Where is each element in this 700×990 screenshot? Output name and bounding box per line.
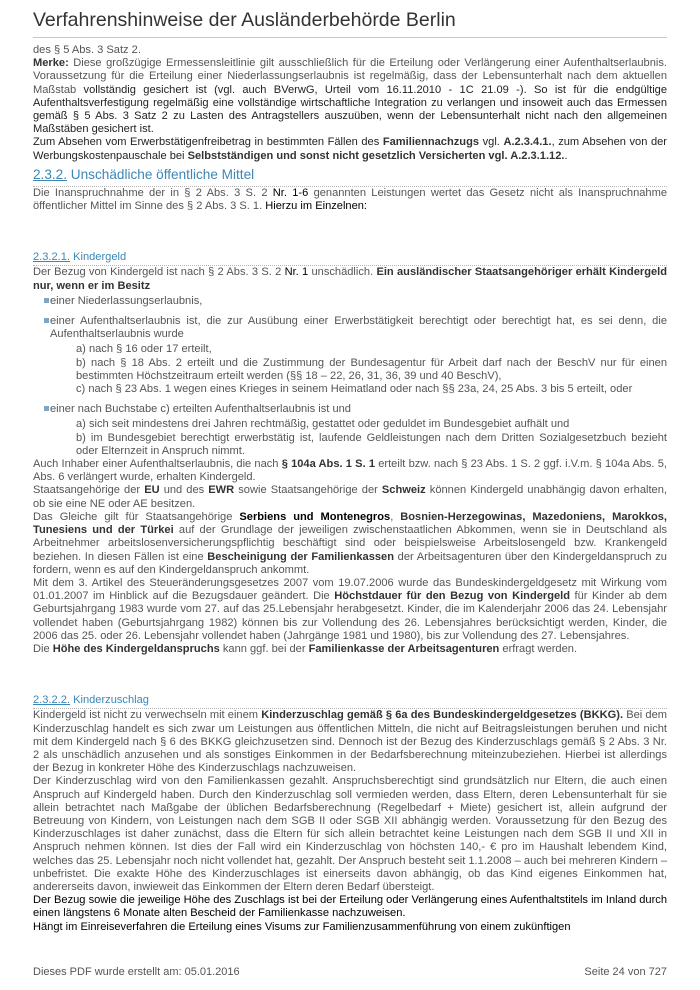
kindergeld-conditions-list — [33, 295, 667, 458]
subsection-number-link[interactable]: 2.3.2.2. — [33, 694, 71, 707]
paragraph: Mit dem 3. Artikel des Steueränderungsgesetzes 2007 vom 19.07.2006 wurde das Bundeskindergeldgesetz mit Wirkung vom 01.01.2007 im Hinblick auf die Bezugsdauer geändert. Die Höchstdauer für den Bezug von Kindergeld für Kinder ab dem Geburtsjahrgang 1983 wurde vom 27. auf das 25.Lebensjahr herabgesetzt. Kinder, die im Kalenderjahr 2006 das 24. Lebensjahr vollendet haben (Geburtsjahrgang 1982) können bis zur Vollendung des 26. Lebensjahres berücksichtigt werden, Kinder, die 2006 das 25. oder 26. Lebensjahr vollendet haben (Jahrgänge 1981 und 1980), bis zur Vollendung des 27. Lebensjahres. — [33, 576, 667, 642]
paragraph: Der Bezug sowie die jeweilige Höhe des Zuschlags ist bei der Erteilung oder Verlängerung eines Aufenthaltstitels im Inland durch einen längstens 6 Monate alten Bescheid der Familienkasse nachzuweisen. — [33, 894, 667, 920]
paragraph: Staatsangehörige der EU und des EWR sowie Staatsangehörige der Schweiz können Kindergeld unabhängig davon erhalten, ob sie eine NE oder AE besitzen. — [33, 484, 667, 510]
subsection-number-link[interactable]: 2.3.2.1. — [33, 251, 71, 264]
paragraph: Kindergeld ist nicht zu verwechseln mit einem Kinderzuschlag gemäß § 6a des Bundeskindergeldgesetzes (BKKG). Bei dem Kinderzuschlag handelt es sich zwar um Leistungen aus öffentlichen Mitteln, die nicht auf Beitragsleistungen beruhen und nicht mit dem Kindergeld nach § 6 des BKKG gleichzusetzen sind. Dennoch ist der Bezug des Kinderzuschlags gemäß § 2 Abs. 3 Nr. 2 als unschädlich anzusehen und als sonstiges Einkommen in der Bedarfsberechnung miteinzubeziehen. Hierbei ist allerdings der Bezug in konkreter Höhe des Kinderzuschlags nachzuweisen. — [33, 709, 668, 775]
bullet-icon — [44, 298, 49, 303]
bullet-icon — [44, 406, 49, 411]
paragraph: Das Gleiche gilt für Staatsangehörige Serbiens und Montenegros, Bosnien-Herzegowinas, Mazedoniens, Marokkos, Tunesiens und der Türkei auf der Grundlage der jeweiligen zwischenstaatlichen Abkommen, wenn sie in Deutschland als Arbeitnehmer arbeitslosenversicherungspflichtig beschäftigt sind oder beispielsweise Arbeitslosengeld bzw. Krankengeld beziehen. In diesen Fällen ist eine Bescheinigung der Familienkassen der Arbeitsagenturen über den Kindergeldanspruch zu fordern, wenn es auf den Kindergeldanspruch ankommt. — [33, 510, 667, 576]
section-intro-paragraph: Die Inanspruchnahme der in § 2 Abs. 3 S. 2 Nr. 1-6 genannten Leistungen wertet das Gesetz nicht als Inanspruchnahme öffentlicher Mittel im Sinne des § 2 Abs. 3 S. 1. Hierzu im Einzelnen: — [33, 186, 667, 213]
bullet-icon — [44, 318, 49, 323]
list-item: einer Aufenthaltserlaubnis ist, die zur Ausübung einer Erwerbstätigkeit berechtigt oder berechtigt hat, es sei denn, die Aufenthaltserlaubnis wurde a) nach § 16 oder 17 erteilt, b) nach § 18 Abs. 2 erteilt und die Zustimmung der Bundesagentur für Arbeit darf nach der BeschV nur für einen bestimmten Höchstzeitraum erteilt werden (§§ 18 – 22, 26, 31, 36, 39 und 40 BeschV), c) nach § 23 Abs. 1 wegen eines Krieges in seinem Heimatland oder nach §§ 23a, 24, 25 Abs. 3 bis 5 erteilt, oder — [33, 315, 667, 396]
page-number: Seite 24 von 727 — [584, 966, 667, 978]
paragraph: Die Höhe des Kindergeldanspruchs kann ggf. bei der Familienkasse der Arbeitsagenturen erfragt werden. — [33, 642, 578, 655]
paragraph: Der Kinderzuschlag wird von den Familienkassen gezahlt. Anspruchsberechtigt sind grundsätzlich nur Eltern, die auch einen Anspruch auf Kindergeld haben. Durch den Kinderzuschlag soll vermieden werden, dass Eltern, deren Lebensunterhalt für sie allein betrachtet nach Maßgabe der üblichen Bedarfsberechnung (Regelbedarf + Miete) gesichert ist, allein aufgrund der Betreuung von Kindern, von Leistungen nach dem SGB II oder SGB XII abhängig werden. Voraussetzung für den Bezug des Kinderzuschlages ist daher zunächst, dass die Eltern für sich allein betrachtet keine Leistungen nach dem SGB II und XII in Anspruch nehmen können. Ist dies der Fall wird ein Kinderzuschlag von höchsten 140,- € pro im Haushalt lebendem Kind, welches das 25. Lebensjahr noch nicht vollendet hat, gezahlt. Der Anspruch besteht seit 1.1.2008 – auch bei mehreren Kindern – unbefristet. Die exakte Höhe des Kinderzuschlages ist einerseits davon abhängig, ob das Kind eigenes Einkommen hat, andererseits davon, inwieweit das Einkommen der Eltern deren Bedarf übersteigt. — [33, 775, 667, 893]
sub-list: a) nach § 16 oder 17 erteilt, b) nach § 18 Abs. 2 erteilt und die Zustimmung der Bundesagentur für Arbeit darf nach der BeschV nur für einen bestimmten Höchstzeitraum erteilt werden (§§ 18 – 22, 26, 31, 36, 39 und 40 BeschV), c) nach § 23 Abs. 1 wegen eines Krieges in seinem Heimatland oder nach §§ 23a, 24, 25 Abs. 3 bis 5 erteilt, oder — [76, 343, 667, 396]
document-title: Verfahrenshinweise der Ausländerbehörde Berlin — [33, 9, 667, 38]
created-date: Dieses PDF wurde erstellt am: 05.01.2016 — [33, 966, 240, 978]
subsection-heading-kinderzuschlag: 2.3.2.2. Kinderzuschlag — [33, 694, 667, 709]
list-item: einer Niederlassungserlaubnis, — [33, 295, 667, 308]
subsection-heading-kindergeld: 2.3.2.1. Kindergeld — [33, 251, 667, 266]
section-number-link[interactable]: 2.3.2. — [33, 166, 68, 182]
kindergeld-paragraph: Der Bezug von Kindergeld ist nach § 2 Abs. 3 S. 2 Nr. 1 unschädlich. Ein ausländischer Staatsangehöriger erhält Kindergeld nur, wenn er im Besitz — [33, 266, 668, 292]
sub-list: a) sich seit mindestens drei Jahren rechtmäßig, gestattet oder geduldet im Bundesgebiet aufhält und b) im Bundesgebiet berechtigt erwerbstätig ist, laufende Geldleistungen nach dem Dritten Sozialgesetzbuch bezieht oder Elternzeit in Anspruch nimmt. — [76, 418, 667, 457]
document-content — [33, 44, 667, 934]
document-page — [33, 0, 667, 990]
merke-label: Merke: — [33, 57, 69, 70]
paragraph: Auch Inhaber einer Aufenthaltserlaubnis, die nach § 104a Abs. 1 S. 1 erteilt bzw. nach § 23 Abs. 1 S. 2 ggf. i.V.m. § 104a Abs. 5, Abs. 6 verlängert wurde, erhalten Kindergeld. — [33, 458, 667, 484]
merke-paragraph: Merke: Diese großzügige Ermessensleitlinie gilt ausschließlich für die Erteilung oder Verlängerung einer Aufenthaltserlaubnis. Voraussetzung für die Erteilung einer Niederlassungserlaubnis ist regelmäßig, dass der Lebensunterhalt nach dem aktuellen Maßstab vollständig gesichert ist (vgl. auch BVerwG, Urteil vom 16.11.2010 - 1C 21.09 -). So ist für die endgültige Aufenthaltsverfestigung regelmäßig eine vollständige wirtschaftliche Integration zu verlangen und insoweit auch das Ermessen gemäß § 5 Abs. 3 Satz 2 zu Lasten des Antragstellers auszuüben, wenn der Lebensunterhalt nicht nach den allgemeinen Maßstäben gesichert ist. — [33, 57, 667, 136]
intro-paragraph: des § 5 Abs. 3 Satz 2. — [33, 44, 141, 56]
list-item: einer nach Buchstabe c) erteilten Aufenthaltserlaubnis ist und a) sich seit mindestens drei Jahren rechtmäßig, gestattet oder geduldet im Bundesgebiet aufhält und b) im Bundesgebiet berechtigt erwerbstätig ist, laufende Geldleistungen nach dem Dritten Sozialgesetzbuch bezieht oder Elternzeit in Anspruch nimmt. — [33, 403, 667, 458]
paragraph: Hängt im Einreiseverfahren die Erteilung eines Visums zur Familienzusammenführung von einem zukünftigen — [33, 920, 571, 933]
reference-paragraph: Zum Absehen vom Erwerbstätigenfreibetrag in bestimmten Fällen des Familiennachzugs vgl. A.2.3.4.1., zum Absehen von der Werbungskostenpauschale bei Selbstständigen und sonst nicht gesetzlich Versicherten vgl. A.2.3.1.12.. — [33, 136, 667, 162]
section-heading-2-3-2: 2.3.2. Unschädliche öffentliche Mittel — [33, 167, 667, 187]
